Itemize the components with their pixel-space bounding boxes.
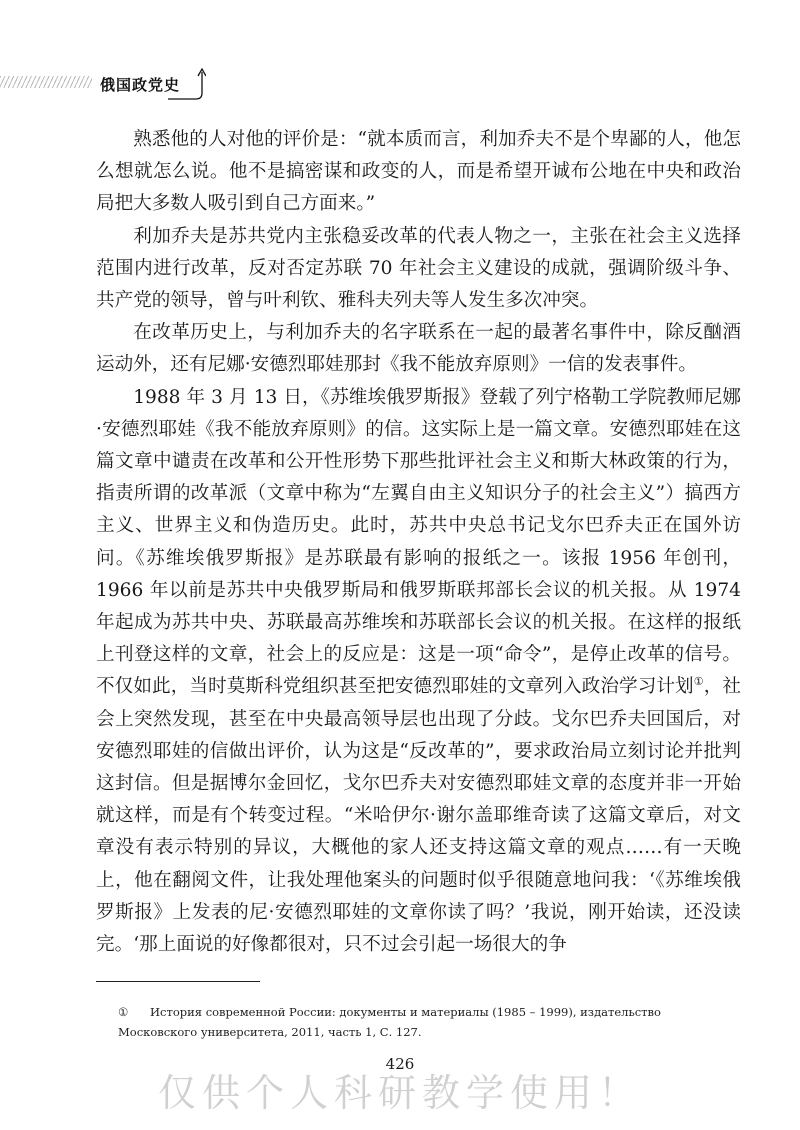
footnote-mark: ① xyxy=(118,1005,129,1019)
watermark: 仅供个人科研教学使用！ xyxy=(157,1071,642,1115)
header-title: 俄国政党史 xyxy=(100,76,181,94)
footnote-text: История современной России: документы и материалы (1985 – 1999), издательство Московского университета, 2011, часть 1, С. 127. xyxy=(118,1005,661,1039)
header-arrow-icon xyxy=(166,66,206,102)
paragraph: 熟悉他的人对他的评价是：“就本质而言，利加乔夫不是个卑鄙的人，他怎么想就怎么说。他不是搞密谋和政变的人，而是希望开诚布公地在中央和政治局把大多数人吸引到自己方面来。” xyxy=(96,129,741,215)
footnote-divider xyxy=(96,981,260,982)
header-hatch-decoration xyxy=(0,76,92,88)
paragraph: 利加乔夫是苏共党内主张稳妥改革的代表人物之一，主张在社会主义选择范围内进行改革，反对否定苏联 70 年社会主义建设的成就，强调阶级斗争、共产党的领导，曾与叶利钦、雅科夫列夫等人发生多次冲突。 xyxy=(96,225,741,312)
body-text xyxy=(96,124,741,961)
paragraph-text: 1988 年 3 月 13 日，《苏维埃俄罗斯报》登载了列宁格勒工学院教师尼娜·安德烈耶娃《我不能放弃原则》的信。这实际上是一篇文章。安德烈耶娃在这篇文章中谴责在改革和公开性形势下那些批评社会主义和斯大林政策的行为，指责所谓的改革派（文章中称为“左翼自由主义知识分子的社会主义”）搞西方主义、世界主义和伪造历史。此时，苏共中央总书记戈尔巴乔夫正在国外访问。《苏维埃俄罗斯报》是苏联最有影响的报纸之一。该报 1956 年创刊，1966 年以前是苏共中央俄罗斯局和俄罗斯联邦部长会议的机关报。从 1974 年起成为苏共中央、苏联最高苏维埃和苏联部长会议的机关报。在这样的报纸上刊登这样的文章，社会上的反应是：这是一项“命令”，是停止改革的信号。不仅如此，当时莫斯科党组织甚至把安德烈耶娃的文章列入政治学习计划 xyxy=(96,386,741,698)
paragraph: 在改革历史上，与利加乔夫的名字联系在一起的最著名事件中，除反酗酒运动外，还有尼娜·安德烈耶娃那封《我不能放弃原则》一信的发表事件。 xyxy=(96,322,741,376)
footnote xyxy=(118,1002,743,1042)
paragraph xyxy=(96,382,741,962)
footnote-reference[interactable]: ① xyxy=(693,675,704,689)
running-header xyxy=(0,66,215,102)
paragraph-text: ，社会上突然发现，甚至在中央最高领导层也出现了分歧。戈尔巴乔夫回国后，对安德烈耶娃的信做出评价，认为这是“反改革的”，要求政治局立刻讨论并批判这封信。但是据博尔金回忆，戈尔巴乔夫对安德烈耶娃文章的态度并非一开始就这样，而是有个转变过程。“米哈伊尔·谢尔盖耶维奇读了这篇文章后，对文章没有表示特别的异议，大概他的家人还支持这篇文章的观点……有一天晚上，他在翻阅文件，让我处理他案头的问题时似乎很随意地问我：‘《苏维埃俄罗斯报》上发表的尼·安德烈耶娃的文章你读了吗？’我说，刚开始读，还没读完。‘那上面说的好像都很对，只不过会引起一场很大的争 xyxy=(96,676,741,956)
page-number: 426 xyxy=(385,1055,415,1073)
